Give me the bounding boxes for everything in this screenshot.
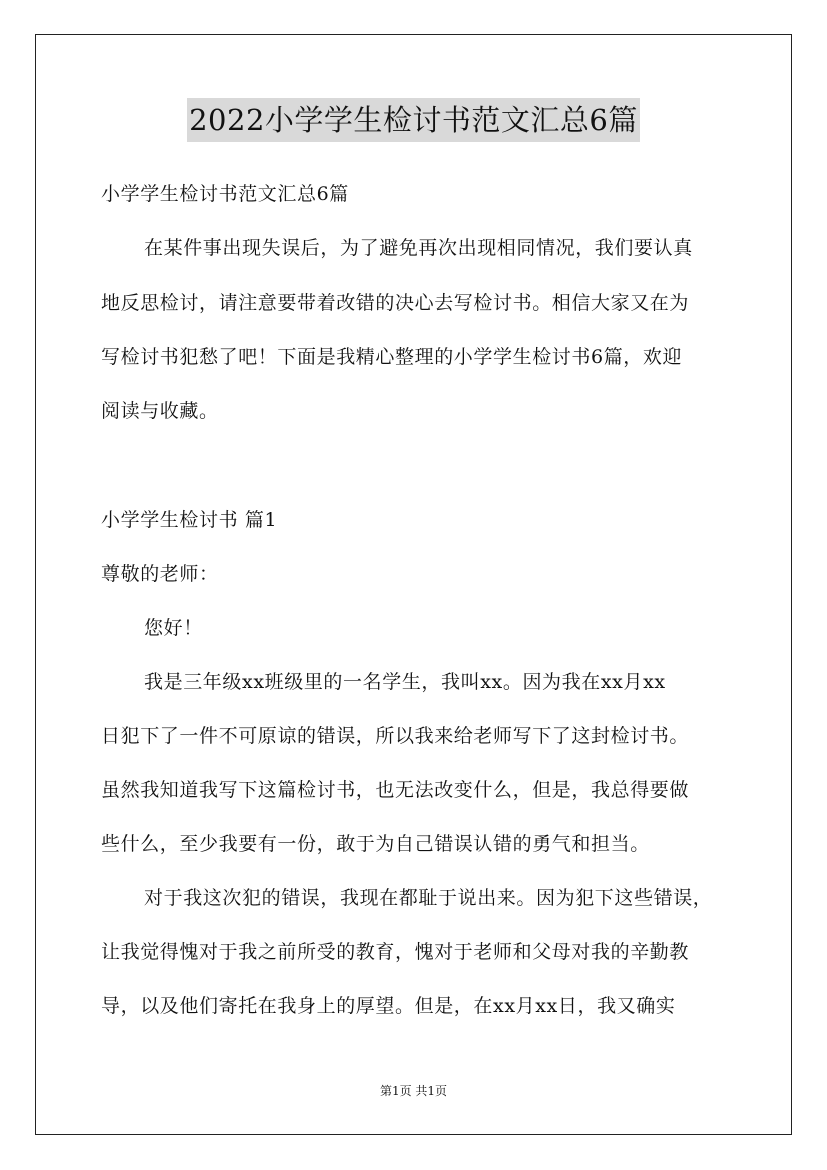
salutation: 尊敬的老师： [101,563,219,585]
body-line-7: 导，以及他们寄托在我身上的厚望。但是，在xx月xx日，我又确实 [101,995,676,1017]
greeting: 您好！ [144,617,203,639]
body-line-4: 些什么，至少我要有一份，敢于为自己错误认错的勇气和担当。 [101,833,650,855]
intro-line-4: 阅读与收藏。 [101,400,219,422]
body-line-1: 我是三年级xx班级里的一名学生，我叫xx。因为我在xx月xx [144,671,666,693]
title-container [0,98,827,142]
body-line-6: 让我觉得愧对于我之前所受的教育，愧对于老师和父母对我的辛勤教 [101,941,690,963]
body-line-2: 日犯下了一件不可原谅的错误，所以我来给老师写下了这封检讨书。 [101,725,690,747]
section-heading: 小学学生检讨书 篇1 [101,509,278,531]
document-title: 2022小学学生检讨书范文汇总6篇 [187,98,640,142]
intro-line-1: 在某件事出现失误后，为了避免再次出现相同情况，我们要认真 [144,237,693,259]
page-footer: 第1页 共1页 [379,1084,448,1098]
document-subtitle: 小学学生检讨书范文汇总6篇 [101,183,349,205]
intro-line-2: 地反思检讨，请注意要带着改错的决心去写检讨书。相信大家又在为 [101,292,690,314]
body-line-5: 对于我这次犯的错误，我现在都耻于说出来。因为犯下这些错误， [144,887,713,909]
body-line-3: 虽然我知道我写下这篇检讨书，也无法改变什么，但是，我总得要做 [101,779,690,801]
intro-line-3: 写检讨书犯愁了吧！下面是我精心整理的小学学生检讨书6篇，欢迎 [101,346,683,368]
